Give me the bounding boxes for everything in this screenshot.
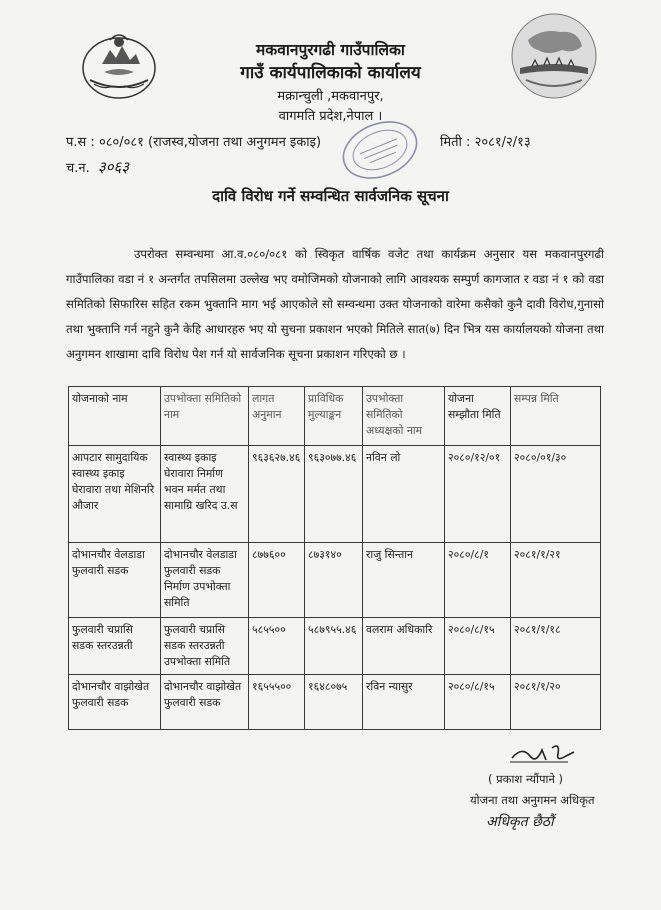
col-header-committee: उपभोक्ता समितिको नाम [161,387,249,446]
reference-number: प.स : ०८०/०८१ (राजस्व,योजना तथा अनुगमन इकाइ) [66,135,322,150]
dispatch-number-label: च.न. [66,161,90,176]
cell-technical: ८७३१४० [305,543,363,618]
table-row [69,543,601,618]
office-stamp-icon [330,110,430,190]
cell-committee: फुलवारी चप्रासि सडक स्तरउन्नती उपभोक्ता समिति [161,618,249,675]
cell-completion-date: २०८१/१/२१ [511,543,601,618]
cell-completion-date: २०८१/१/२० [511,675,601,730]
col-header-technical: प्राविधिक मुल्याङ्कन [305,387,363,446]
cell-project: दोभानचौर वाझोखेत फुलवारी सडक [69,675,161,730]
office-address: मक्रान्चुली ,मकवानपुर, [277,89,384,104]
cell-completion-date: २०८१/१/१८ [511,618,601,675]
cell-chairperson: रविन न्यासुर [363,675,445,730]
dispatch-number-value: ३०६३ [97,158,130,176]
cell-estimate: १६५५५०० [249,675,305,730]
table-header-row [69,387,601,446]
office-name: गाउँ कार्यपालिकाको कार्यालय [240,63,421,83]
cell-technical: ५८७९५५.४६ [305,618,363,675]
cell-agreement-date: २०८०/८/१ [445,543,511,618]
cell-agreement-date: २०८०/८/१५ [445,618,511,675]
issue-date: मिती : २०८१/२/१३ [440,135,531,150]
table-row [69,446,601,543]
cell-estimate: ८७७६०० [249,543,305,618]
project-table [68,386,601,730]
col-header-completion-date: सम्पन्न मिति [511,387,601,446]
cell-committee: दोभानचौर वाझोखेत फुलवारी सडक [161,675,249,730]
cell-chairperson: नविन लो [363,446,445,543]
cell-project: दोभानचौर वेलडाडा फुलवारी सडक [69,543,161,618]
cell-committee: स्वास्थ्य इकाइ घेरावारा निर्माण भवन मर्मत तथा सामाग्रि खरिद उ.स [161,446,249,543]
municipality-name: मकवानपुरगढी गाउँपालिका [256,41,405,59]
cell-agreement-date: २०८०/१२/०१ [445,446,511,543]
signature-icon [508,740,578,766]
cell-committee: दोभानचौर वेलडाडा फुलवारी सडक निर्माण उपभोक्ता समिति [161,543,249,618]
cell-estimate: ९६३६२७.४६ [249,446,305,543]
cell-technical: १६४८०७५ [305,675,363,730]
notice-title: दावि विरोध गर्ने सम्वन्धित सार्वजनिक सूचना [212,187,449,205]
cell-technical: ९६३०७७.४६ [305,446,363,543]
cell-project: आपटार सामुदायिक स्वास्थ्य इकाइ घेरावारा तथा मेशिनरि औजार [69,446,161,543]
col-header-agreement-date: योजना सम्झौता मिति [445,387,511,446]
cell-completion-date: २०८०/०१/३० [511,446,601,543]
signatory-name: ( प्रकाश न्यौंपाने ) [488,772,564,786]
table-row [69,675,601,730]
office-province: वागमति प्रदेश,नेपाल । [278,109,383,124]
col-header-chairperson: उपभोक्ता समितिको अध्यक्षको नाम [363,387,445,446]
handwritten-note: अधिकृत छैठौं [486,814,554,830]
cell-estimate: ५८५५०० [249,618,305,675]
cell-chairperson: वलराम अधिकारि [363,618,445,675]
col-header-project: योजनाको नाम [69,387,161,446]
cell-chairperson: राजु सिन्तान [363,543,445,618]
cell-agreement-date: २०८०/८/१५ [445,675,511,730]
col-header-estimate: लागत अनुमान [249,387,305,446]
dispatch-number [66,157,129,177]
cell-project: फुलवारी चप्रासि सडक स्तरउन्नती [69,618,161,675]
table-row [69,618,601,675]
signatory-title: योजना तथा अनुगमन अधिकृत [470,793,595,807]
notice-body: उपरोक्त सम्वन्धमा आ.व.०८०/०८१ को स्विकृत वार्षिक वजेट तथा कार्यक्रम अनुसार यस मकवानपुरगढी गाउँपालिका वडा नं १ अन्तर्गत तपसिलमा उल्लेख भए वमोजिमको योजनाको लागि आवश्यक सम्पुर्ण कागजात र वडा नं १ को वडा समितिको सिफारिस सहित रकम भुक्तानि माग भई आएकोले सो सम्वन्धमा उक्त योजनाको वारेमा कसैको कुनै दावी विरोध,गुनासो तथा भुक्तानि गर्न नहुने कुनै केहि आधारहरु भए यो सुचना प्रकाशन भएको मितिले सात(७) दिन भित्र यस कार्यालयको योजना तथा अनुगमन शाखामा दावि विरोध पेश गर्न यो सार्वजनिक सूचना प्रकाशन गरिएको छ । [66,247,604,361]
